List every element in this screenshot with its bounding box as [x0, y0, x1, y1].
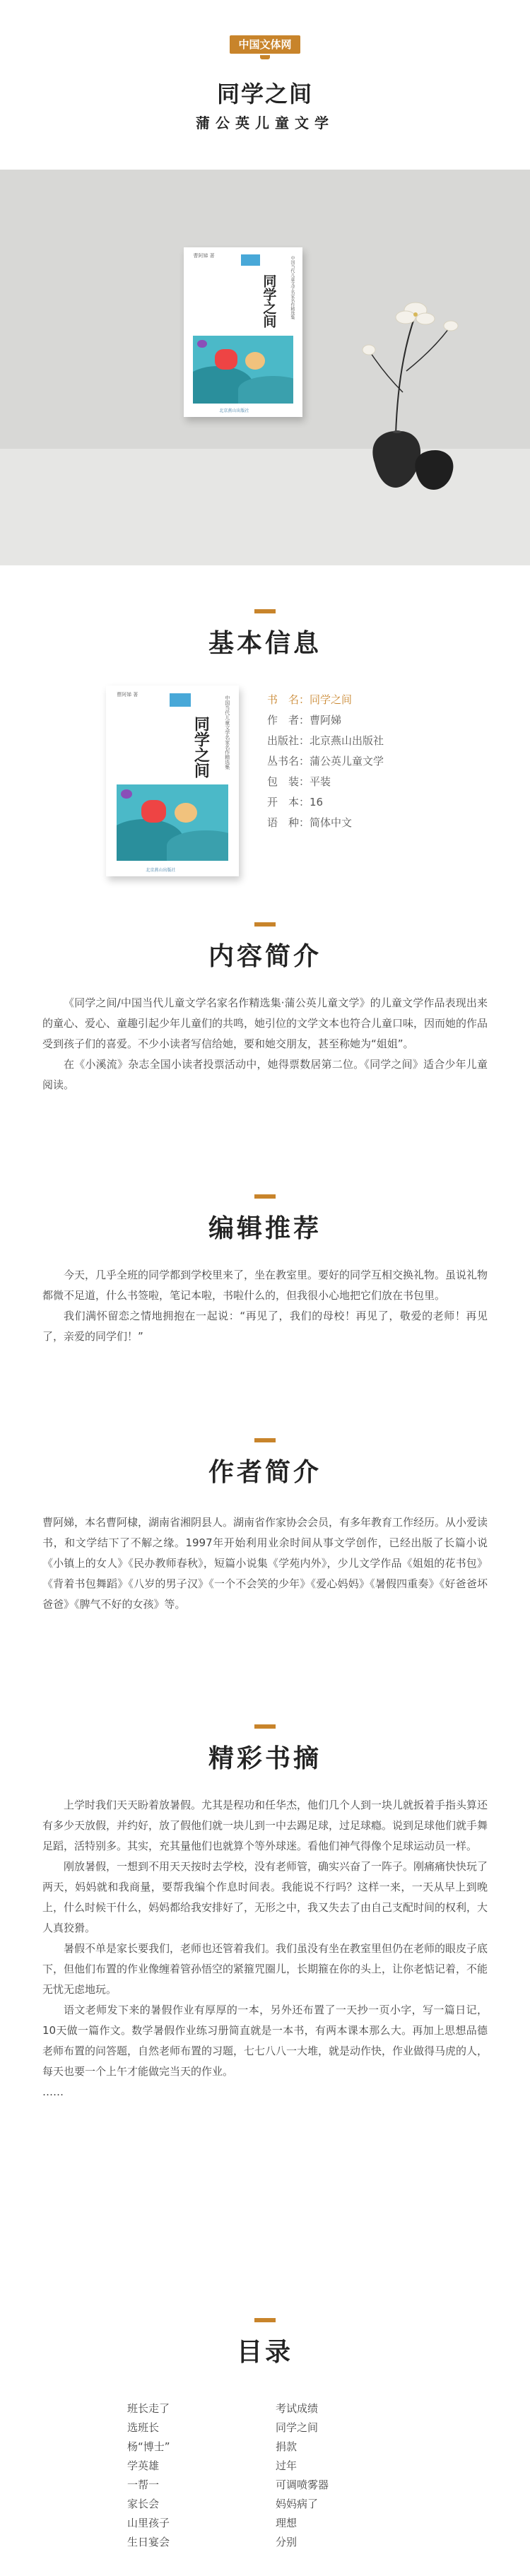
book-badge — [170, 693, 191, 707]
section-editor — [0, 1194, 530, 1245]
toc-item: 一帮一 — [127, 2478, 160, 2491]
excerpt-text — [42, 1795, 488, 2102]
book-publisher-text: 北京燕山出版社 — [219, 408, 249, 414]
editor-text — [42, 1265, 488, 1347]
brand-badge: 中国文体网 — [230, 35, 300, 54]
section-title: 基本信息 — [208, 628, 322, 658]
paragraph: 刚放暑假，一想到不用天天按时去学校，没有老师管，确实兴奋了一阵子。刚痛痛快快玩了两天，妈妈就和我商量，要帮我编个作息时间表。我能说不行吗？这样一来，一天从早上到晚上，什么时候干什么，妈妈都给我安排好了，无形之中，我又失去了由自己支配时间的权利，大人真狡猾。 — [42, 1860, 488, 1934]
book-series-text: 中国当代儿童文学名家名作精选集 — [289, 256, 295, 319]
paragraph: 暑假不单是家长要我们，老师也还管着我们。我们虽没有坐在教室里但仍在老师的眼皮子底下，但他们布置的作业像缠着管孙悟空的紧箍咒圈儿，长期箍在你的头上，让你老惦记着，不能无忧无虑地玩。 — [42, 1942, 488, 1996]
toc-column-left — [127, 2399, 261, 2552]
toc-item: 选班长 — [127, 2421, 160, 2434]
book-title-text: 同学之间 — [261, 274, 277, 329]
paragraph: 今天，几乎全班的同学都到学校里来了，坐在教室里。要好的同学互相交换礼物。虽说礼物都微不足道，什么书签啦，笔记本啦，书啦什么的，但我很小心地把它们放在书包里。 — [42, 1269, 488, 1302]
section-accent-bar — [254, 1438, 276, 1442]
section-title: 编辑推荐 — [208, 1213, 322, 1243]
book-illustration — [193, 336, 293, 404]
book-title-text: 同学之间 — [192, 716, 211, 779]
book-publisher-text: 北京燕山出版社 — [146, 867, 176, 873]
toc-item: 生日宴会 — [127, 2536, 170, 2548]
info-row-binding: 包 装：平装 — [267, 775, 331, 788]
hero-book-cover — [184, 247, 302, 417]
book-author-tag: 曹阿娣 著 — [193, 253, 215, 259]
paragraph: 上学时我们天天盼着放暑假。尤其是程功和任华杰，他们几个人到一块儿就扳着手指头算还有多少天放假，并约好，放了假他们就一块儿到一中去踢足球，过足球瘾。说到足球他们就手舞足蹈，活特别多。其实，充其量他们也就算个等外球迷。看他们神气得像个足球运动员一样。 — [42, 1799, 488, 1852]
toc-item: 可调喷雾器 — [276, 2478, 329, 2491]
section-accent-bar — [254, 609, 276, 613]
toc-item: 学英雄 — [127, 2459, 160, 2472]
paragraph: 我们满怀留恋之情地拥抱在一起说：“再见了，我们的母校！再见了，敬爱的老师！再见了，亲爱的同学们！” — [42, 1310, 488, 1343]
paragraph: 在《小溪流》杂志全国小读者投票活动中，她得票数居第二位。《同学之间》适合少年儿童阅读。 — [42, 1058, 488, 1091]
paragraph: 曹阿娣，本名曹阿棣，湖南省湘阴县人。湖南省作家协会会员，有多年教育工作经历。从小爱读书，和文学结下了不解之缘。1997年开始利用业余时间从事文学创作，已经出版了长篇小说《小镇上的女人》《民办教师春秋》，短篇小说集《学苑内外》，少儿文学作品《姐姐的花书包》《背着书包舞蹈》《八岁的男子汉》《一个不会笑的少年》《爱心妈妈》《暑假四重奏》《好爸爸坏爸爸》《脾气不好的女孩》等。 — [42, 1516, 488, 1611]
section-toc — [0, 2318, 530, 2368]
toc-item: 同学之间 — [276, 2421, 319, 2434]
section-intro — [0, 922, 530, 972]
book-series-text: 中国当代儿童文学名家名作精选集 — [224, 695, 230, 770]
info-row-format: 开 本：16 — [267, 796, 324, 808]
toc-item: 过年 — [276, 2459, 298, 2472]
brand-badge-tab — [260, 55, 270, 59]
page-title: 同学之间 — [216, 81, 313, 107]
toc-item: 考试成绩 — [276, 2402, 319, 2415]
info-row-title: 书 名：同学之间 — [267, 693, 353, 706]
book-badge — [241, 254, 260, 266]
author-text — [42, 1512, 488, 1615]
toc-item: 家长会 — [127, 2498, 160, 2510]
section-accent-bar — [254, 1194, 276, 1199]
toc-item: 理想 — [276, 2517, 298, 2529]
toc-item: 杨“博士” — [127, 2440, 170, 2453]
section-accent-bar — [254, 1724, 276, 1729]
hero-product-image — [0, 170, 530, 565]
section-excerpt — [0, 1724, 530, 1775]
info-row-series: 丛书名：蒲公英儿童文学 — [267, 755, 384, 767]
section-title: 目录 — [236, 2337, 293, 2367]
paragraph: 《同学之间/中国当代儿童文学名家名作精选集·蒲公英儿童文学》的儿童文学作品表现出来的童心、爱心、童趣引起少年儿童们的共鸣，她引位的文学文本也符合儿童口味，因而她的作品受到孩子们的喜爱。不少小读者写信给她，要和她交朋友，甚至称她为“姐姐”。 — [42, 996, 488, 1050]
vase-decoration — [332, 286, 473, 505]
paragraph-ellipsis: …… — [42, 2086, 64, 2098]
book-author-tag: 曹阿娣 著 — [117, 692, 139, 698]
toc-item: 捐款 — [276, 2440, 298, 2453]
info-book-cover — [106, 686, 239, 876]
section-title: 作者简介 — [208, 1457, 322, 1487]
section-author — [0, 1438, 530, 1488]
toc-column-right — [276, 2399, 410, 2552]
info-row-publisher: 出版社：北京燕山出版社 — [267, 734, 384, 747]
toc-item: 班长走了 — [127, 2402, 170, 2415]
section-accent-bar — [254, 922, 276, 927]
basic-info-list — [267, 690, 507, 833]
book-illustration — [117, 784, 228, 861]
intro-text — [42, 993, 488, 1095]
page-subtitle: 蒲公英儿童文学 — [196, 114, 334, 131]
paragraph: 语文老师发下来的暑假作业有厚厚的一本，另外还布置了一天抄一页小字，写一篇日记，10天做一篇作文。数学暑假作业练习册简直就是一本书，有两本课本那么大。再加上思想品德老师布置的问答题，自然老师布置的习题，七七八八一大堆，就是动作快，作业做得马虎的人，每天也要一个上午才能做完当天的作业。 — [42, 2004, 488, 2078]
toc-item: 山里孩子 — [127, 2517, 170, 2529]
toc-item: 分别 — [276, 2536, 298, 2548]
info-row-author: 作 者：曹阿娣 — [267, 714, 342, 727]
section-basic-info — [0, 609, 530, 659]
toc-item: 妈妈病了 — [276, 2498, 319, 2510]
section-title: 内容简介 — [208, 941, 322, 971]
section-title: 精彩书摘 — [208, 1743, 322, 1773]
section-accent-bar — [254, 2318, 276, 2322]
info-row-language: 语 种：简体中文 — [267, 816, 353, 829]
